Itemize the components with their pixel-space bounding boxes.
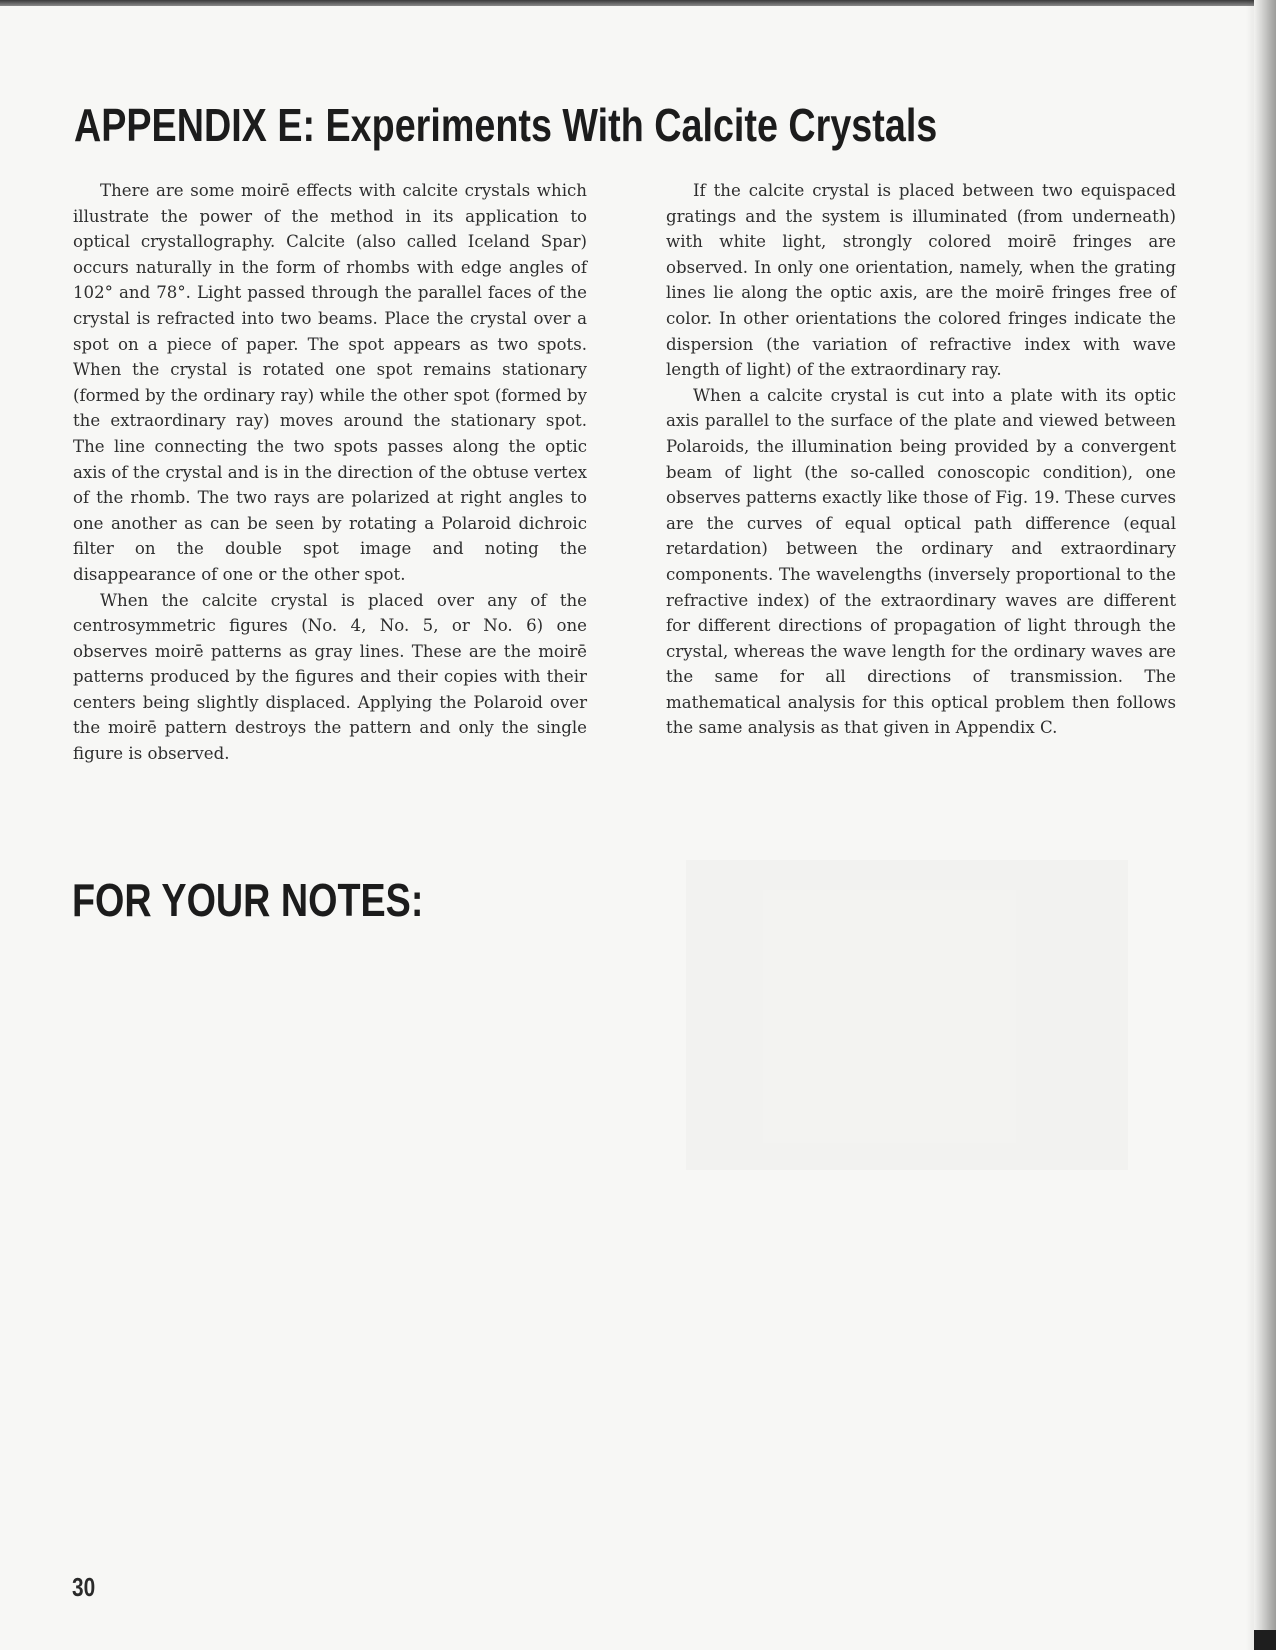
paragraph: When the calcite crystal is placed over any of the centrosymmetric figures (No. 4, No. 5, or No. 6) one observes moirē patterns as gray lines. These are the moirē patterns produced by the figures and their copies with their centers being slightly displaced. Applying the Polaroid over the moirē pattern destroys the pattern and only the single figure is observed.: [73, 590, 587, 764]
paragraph: If the calcite crystal is placed between two equispaced gratings and the system is illuminated (from underneath) with white light, strongly colored moirē fringes are observed. In only one orientation, namely, when the grating lines lie along the optic axis, are the moirē fringes free of color. In other orientations the colored fringes indicate the dispersion (the variation of refractive index with wave length of light) of the extraordinary ray.: [666, 181, 1176, 380]
notes-heading: FOR YOUR NOTES:: [72, 874, 424, 926]
paragraph: When a calcite crystal is cut into a plate with its optic axis parallel to the surface of the plate and viewed between Polaroids, the illumination being provided by a convergent beam of light (the so-called conoscopic condition), one observes patterns exactly like those of Fig. 19. These curves are the curves of equal optical path difference (equal retardation) between the ordinary and extraordinary components. The wavelengths (inversely proportional to the refractive index) of the extraordinary waves are different for different directions of propagation of light through the crystal, whereas the wave length for the ordinary waves are the same for all directions of transmission. The mathematical analysis for this optical problem then follows the same analysis as that given in Appendix C.: [666, 385, 1176, 738]
right-text-column: [666, 178, 1176, 741]
scan-right-edge: [1254, 0, 1276, 1650]
bleed-through-shadow: [686, 860, 1128, 1170]
scan-top-edge: [0, 0, 1276, 6]
page-title: APPENDIX E: Experiments With Calcite Crystals: [74, 99, 938, 151]
scan-bottom-corner: [1254, 1630, 1276, 1650]
left-text-column: [73, 178, 587, 767]
paragraph: There are some moirē effects with calcite crystals which illustrate the power of the method in its application to optical crystallography. Calcite (also called Iceland Spar) occurs naturally in the form of rhombs with edge angles of 102° and 78°. Light passed through the parallel faces of the crystal is refracted into two beams. Place the crystal over a spot on a piece of paper. The spot appears as two spots. When the crystal is rotated one spot remains stationary (formed by the ordinary ray) while the other spot (formed by the extraordinary ray) moves around the stationary spot. The line connecting the two spots passes along the optic axis of the crystal and is in the direction of the obtuse vertex of the rhomb. The two rays are polarized at right angles to one another as can be seen by rotating a Polaroid dichroic filter on the double spot image and noting the disappearance of one or the other spot.: [73, 181, 587, 584]
scan-binding-shadow: [1246, 0, 1254, 1650]
page-number: 30: [72, 1572, 96, 1602]
